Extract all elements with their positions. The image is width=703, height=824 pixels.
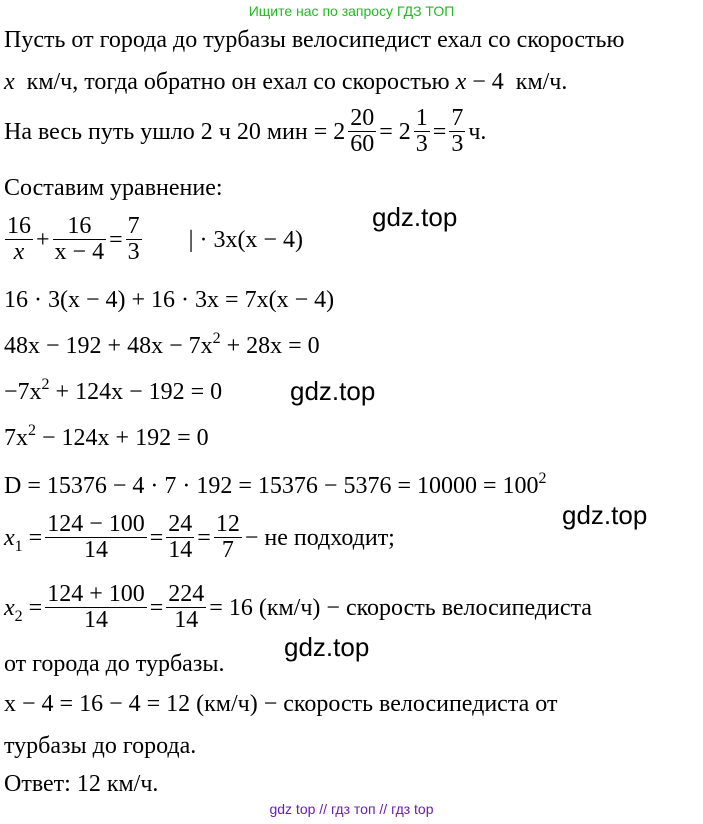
numerator: 20 [350,105,375,131]
var-x: x [455,69,467,95]
operator: = [109,226,123,253]
fraction [126,214,142,265]
subscript: 2 [14,607,23,625]
text: На весь путь ушло 2 ч 20 мин = 2 [4,118,346,145]
denominator: x − 4 [54,239,105,266]
denominator: 14 [168,537,193,564]
numerator: 16 [67,213,92,239]
subscript: 1 [14,537,23,555]
denominator [5,239,33,265]
operator: = [149,594,164,621]
operator: = [149,524,164,551]
text: − не подходит; [244,524,395,551]
numerator: 124 − 100 [47,511,145,537]
multiplier: | · 3x(x − 4) [188,226,303,253]
denominator: 14 [45,537,147,563]
expr: −7x [4,379,42,405]
fraction [45,582,147,633]
text: = 2 [379,118,411,145]
expr: 7x [4,425,28,451]
numerator: 1 [415,105,428,131]
fraction [45,512,147,563]
unit: км/ч. [515,69,568,95]
x2-label [4,594,23,625]
denominator: 14 [45,607,147,633]
exponent: 2 [41,376,50,393]
exponent: 2 [212,330,221,347]
denominator: 60 [350,131,375,158]
operator: = [28,524,43,551]
var-x: x [4,524,15,551]
denominator: 3 [127,239,140,266]
text-line-1: Пусть от города до турбазы велосипедист ехал со скоростью [4,27,625,53]
watermark: gdz.top [284,632,370,662]
numerator: 124 + 100 [47,581,145,607]
fraction [449,106,465,157]
fraction [214,512,242,563]
denominator: 3 [451,131,464,158]
expr: − 4 [472,69,504,95]
text-line-3 [4,106,486,157]
operator: = [28,594,43,621]
text: = [432,118,447,145]
footer: gdz top // гдз топ // гдз top [269,801,434,817]
watermark: gdz.top [562,500,648,530]
expr: − 124x + 192 = 0 [36,425,209,451]
fraction [166,582,206,633]
unit: км/ч [26,69,73,95]
watermark: gdz.top [372,202,458,232]
denominator: 3 [415,131,428,158]
answer-line: Ответ: 12 км/ч. [4,771,159,797]
numerator: 16 [7,213,31,239]
text: ч. [468,118,487,145]
x2-line [4,582,592,633]
watermark: gdz.top [290,376,376,406]
text: , тогда обратно он ехал со скоростью [72,69,450,95]
text-line-8 [4,376,223,405]
expr: + 28x = 0 [220,333,320,359]
numerator: 12 [215,511,240,537]
denominator: 14 [166,607,206,633]
text-line-13: от города до турбазы. [4,651,225,677]
numerator: 7 [127,213,140,239]
fraction [348,106,376,157]
text-line-15: турбазы до города. [4,733,197,759]
text-line-2 [4,70,567,94]
var-x: x [13,239,25,266]
var-x: x [4,594,15,621]
text-line-6: 16 · 3(x − 4) + 16 · 3x = 7x(x − 4) [4,287,335,313]
operator: = [197,524,211,551]
fraction [5,214,33,265]
expr: 48x − 192 + 48x − 7x [4,333,213,359]
top-banner: Ищите нас по запросу ГДЗ ТОП [248,3,455,19]
expr: + 124x − 192 = 0 [49,379,223,405]
text-line-7 [4,330,320,359]
var-x: x [4,69,15,95]
text: = 16 (км/ч) − скорость велосипедиста [209,594,592,621]
fraction [53,214,107,265]
operator: + [36,226,50,253]
numerator: 24 [168,511,193,537]
numerator: 224 [168,581,205,607]
text-line-10 [4,470,547,499]
fraction [166,512,194,563]
text-line-9 [4,422,209,451]
x1-label [4,524,23,555]
expr: D = 15376 − 4 · 7 · 192 = 15376 − 5376 = 10000 = 100 [4,473,539,499]
text-line-4: Составим уравнение: [4,175,223,201]
exponent: 2 [28,422,36,439]
exponent: 2 [538,470,547,487]
x1-line [4,512,395,563]
text-line-14: x − 4 = 16 − 4 = 12 (км/ч) − скорость велосипедиста от [4,691,558,717]
equation-line [2,214,303,265]
numerator: 7 [451,105,464,131]
denominator: 7 [214,537,242,563]
fraction [414,106,430,157]
